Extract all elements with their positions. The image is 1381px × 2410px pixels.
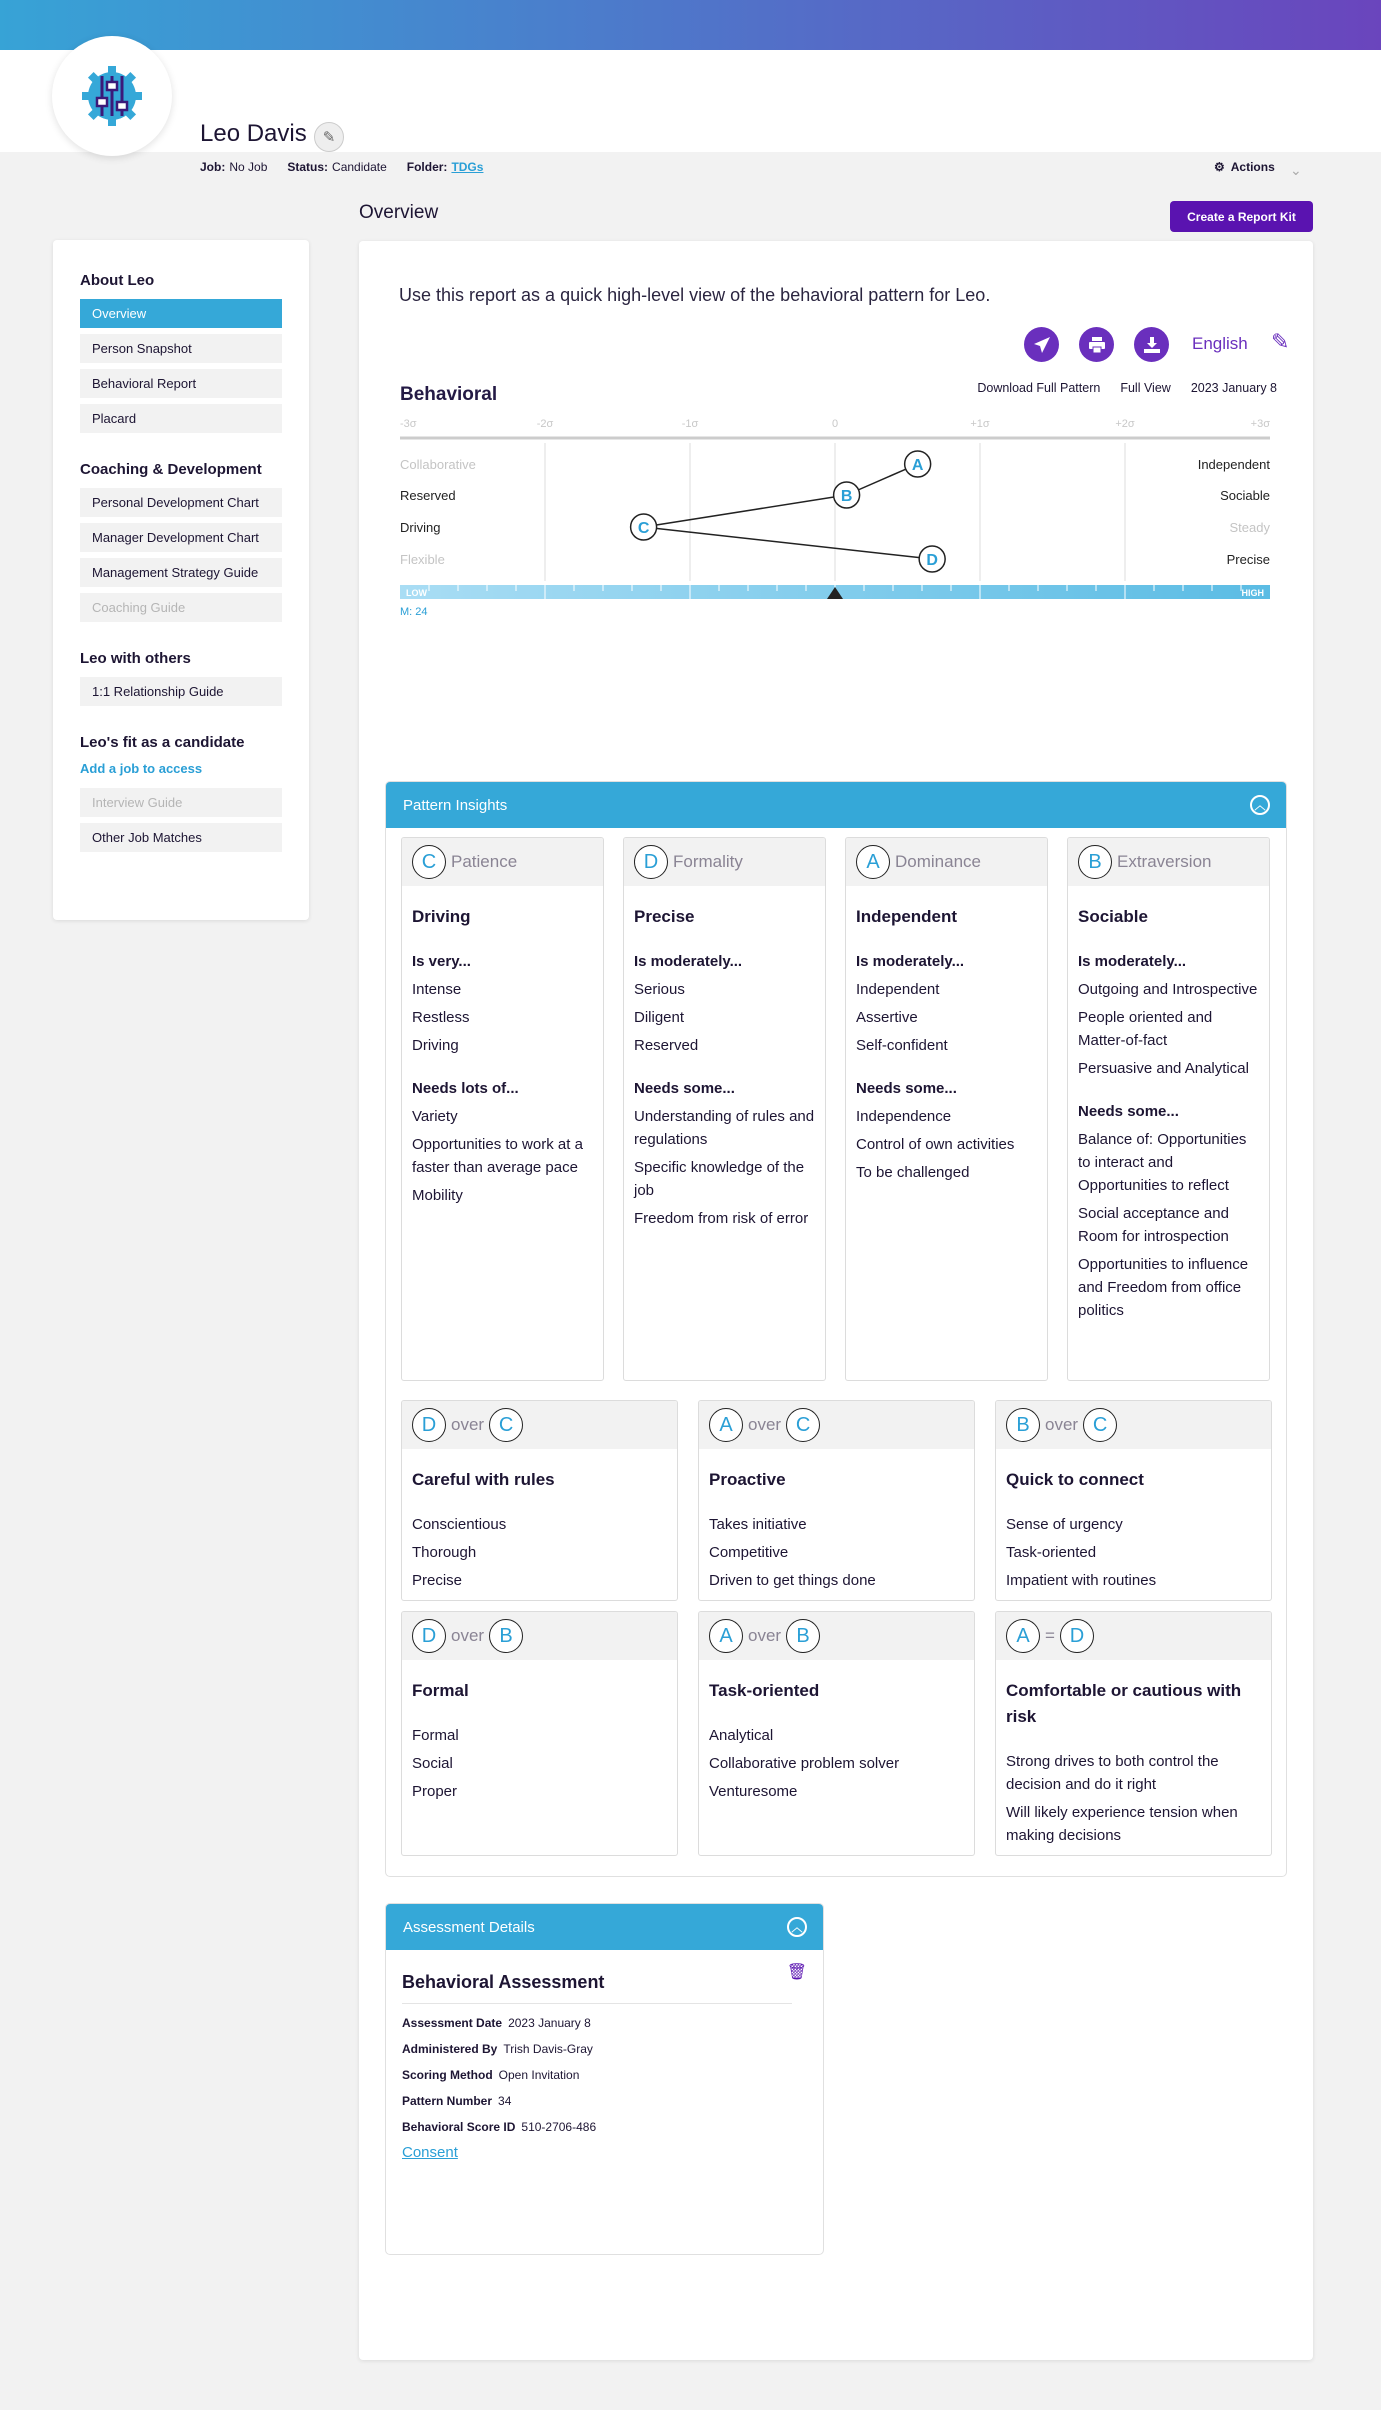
scale-low-label: LOW [406,588,427,598]
factor-letter-circle: A [709,1619,743,1653]
combo-item: Competitive [709,1544,789,1561]
factor-letter-circle: C [1083,1408,1117,1442]
chart-date: 2023 January 8 [1190,381,1277,395]
group-item: Variety [412,1108,458,1125]
sidebar-item[interactable]: Other Job Matches [80,823,282,852]
combo-item: Venturesome [709,1783,798,1800]
language-select[interactable]: English [1192,334,1248,353]
full-view-link[interactable]: Full View [1120,381,1171,395]
sidebar-section-title: Leo with others [80,650,191,667]
combo-item: Conscientious [412,1516,507,1533]
combo-card-header [699,1401,974,1449]
sidebar-item[interactable]: Person Snapshot [80,334,282,363]
factor-letter-circle: B [1078,845,1112,879]
group-title: Needs some... [634,1080,735,1097]
x-tick-label: -2σ [536,418,554,430]
factor-card [1067,837,1270,1381]
factor-heading: Independent [856,907,958,926]
sidebar-section [80,461,282,622]
sidebar-section [80,734,282,852]
assessment-label: Assessment Date [402,2016,503,2030]
combo-card [401,1400,678,1601]
combo-item: Will likely experience tension when making decisions [1006,1804,1238,1844]
profile-meta [200,160,483,174]
factor-name: Formality [673,852,743,871]
group-item: Restless [412,1009,470,1026]
combo-item: Task-oriented [1006,1544,1097,1561]
group-item: Social acceptance and Room for introspection [1078,1205,1229,1245]
assessment-value: 510-2706-486 [521,2120,597,2134]
group-item: Serious [634,981,685,998]
row-left-label: Flexible [400,552,445,567]
add-job-link[interactable]: Add a job to access [80,761,203,776]
behavioral-title: Behavioral [400,384,498,405]
group-item: Intense [412,981,462,998]
x-tick-label: +3σ [1250,418,1270,430]
factor-card-header [1068,838,1269,886]
combo-operator: = [1045,1626,1055,1645]
assessment-label: Scoring Method [402,2068,493,2082]
assessment-row [402,2120,823,2134]
combo-heading: Proactive [709,1470,786,1489]
assessment-label: Behavioral Score ID [402,2120,516,2134]
group-item: Self-confident [856,1037,948,1054]
download-full-pattern-link[interactable]: Download Full Pattern [977,381,1101,395]
x-tick-label: +2σ [1115,418,1135,430]
combo-item: Driven to get things done [709,1572,876,1589]
group-title: Is moderately... [634,953,743,970]
m-label: M: 24 [400,606,428,618]
assessment-row [402,2094,823,2108]
sidebar-section [80,272,282,433]
row-right-label: Sociable [1220,488,1270,503]
combo-card [698,1400,975,1601]
assessment-row [402,2016,823,2030]
combo-item: Analytical [709,1727,774,1744]
person-name: Leo Davis [200,120,307,147]
combo-item: Sense of urgency [1006,1516,1123,1533]
sidebar-item[interactable]: Placard [80,404,282,433]
row-left-label: Collaborative [400,457,476,472]
group-item: Reserved [634,1037,699,1054]
factor-heading: Precise [634,907,695,926]
behavioral-pattern-chart [359,411,1313,671]
group-title: Is moderately... [856,953,965,970]
factor-point-label: D [926,552,938,569]
group-item: People oriented and Matter-of-fact [1078,1009,1213,1049]
pattern-insights-header[interactable] [386,782,1286,828]
sidebar-item[interactable]: Overview [80,299,282,328]
factor-card-header [846,838,1047,886]
send-button[interactable] [1024,327,1059,362]
group-title: Needs some... [856,1080,957,1097]
sidebar-section [80,650,282,706]
factor-letter-circle: B [1006,1408,1040,1442]
combo-operator: over [748,1415,782,1434]
combo-item: Collaborative problem solver [709,1755,900,1772]
actions-label: Actions [1230,160,1275,174]
sidebar-item[interactable]: Manager Development Chart [80,523,282,552]
row-right-label: Steady [1229,520,1270,535]
pattern-line [644,495,847,527]
download-button[interactable] [1134,327,1169,362]
group-item: Opportunities to influence and Freedom from office politics [1078,1256,1249,1319]
sidebar-item[interactable]: Personal Development Chart [80,488,282,517]
group-item: To be challenged [856,1164,970,1181]
assessment-value: 2023 January 8 [508,2016,591,2030]
sidebar [53,240,309,920]
avatar [52,36,172,156]
combo-card-header [699,1612,974,1660]
gear-icon: ⚙ [1214,160,1225,174]
collapse-icon[interactable]: ︿ [1250,795,1270,815]
top-banner [0,0,1381,50]
assessment-label: Administered By [402,2042,498,2056]
row-left-label: Reserved [400,488,456,503]
assessment-name: Behavioral Assessment [402,1972,792,2004]
assessment-value: 34 [498,2094,512,2108]
page-title: Overview [359,202,439,223]
chevron-down-icon[interactable]: ⌄ [1290,162,1302,178]
combo-heading: Quick to connect [1006,1470,1144,1489]
intro-text: Use this report as a quick high-level view of the behavioral pattern for Leo. [399,285,991,305]
factor-letter-circle: D [412,1619,446,1653]
factor-letter-circle: D [1060,1619,1094,1653]
combo-item: Thorough [412,1544,477,1561]
combo-heading: Careful with rules [412,1470,555,1489]
consent-link[interactable]: Consent [402,2144,458,2161]
factor-letter-circle: C [489,1408,523,1442]
factor-name: Dominance [895,852,981,871]
factor-heading: Sociable [1078,907,1148,926]
group-item: Independent [856,981,940,998]
chart-links [977,381,1277,395]
x-tick-label: 0 [831,418,839,430]
printer-icon [1088,336,1106,354]
assessment-label: Pattern Number [402,2094,493,2108]
combo-operator: over [748,1626,782,1645]
x-tick-label: +1σ [970,418,990,430]
assessment-row [402,2042,823,2056]
combo-item: Strong drives to both control the decision and do it right [1006,1753,1219,1793]
collapse-icon[interactable]: ︿ [787,1917,807,1937]
sidebar-item[interactable]: 1:1 Relationship Guide [80,677,282,706]
combo-card-body [996,1449,1271,1601]
group-item: Diligent [634,1009,685,1026]
combo-item: Impatient with routines [1006,1572,1157,1589]
factor-card-header [624,838,825,886]
group-item: Freedom from risk of error [634,1210,809,1227]
folder-label: Folder: [406,160,448,174]
assessment-value: Trish Davis-Gray [503,2042,593,2056]
x-tick-label: -3σ [400,418,417,430]
group-item: Assertive [856,1009,918,1026]
factor-heading: Driving [412,907,471,926]
assessment-details-header[interactable] [386,1904,823,1950]
factor-card-body [402,886,603,1225]
sliders-gear-icon [80,64,144,128]
combo-operator: over [451,1626,485,1645]
group-title: Needs some... [1078,1103,1179,1120]
combo-card-body [402,1660,677,1821]
combo-item: Social [412,1755,453,1772]
status-value: Candidate [332,160,387,174]
group-item: Mobility [412,1187,463,1204]
group-item: Independence [856,1108,952,1125]
combo-card-body [699,1660,974,1821]
x-tick-label: -1σ [681,418,699,430]
factor-name: Extraversion [1117,852,1212,871]
combo-card-body [996,1660,1271,1856]
row-right-label: Independent [1197,457,1270,472]
factor-letter-circle: A [709,1408,743,1442]
combo-item: Formal [412,1727,459,1744]
pattern-line [644,527,933,559]
status-label: Status: [287,160,329,174]
group-item: Control of own activities [856,1136,1015,1153]
group-item: Driving [412,1037,459,1054]
factor-letter-circle: A [1006,1619,1040,1653]
row-right-label: Precise [1226,552,1270,567]
factor-letter-circle: B [786,1619,820,1653]
factor-point-label: B [840,488,853,505]
combo-card-header [996,1612,1271,1660]
pencil-icon: ✎ [322,129,336,146]
factor-card-header [402,838,603,886]
sidebar-section-title: About Leo [80,272,155,289]
trash-icon[interactable]: 🗑 [786,1964,807,1981]
factor-card-body [1068,886,1269,1340]
edit-name-button[interactable] [314,122,344,152]
factor-card-body [846,886,1047,1202]
sidebar-section-title: Leo's fit as a candidate [80,734,245,751]
print-button[interactable] [1079,327,1114,362]
combo-item: Takes initiative [709,1516,807,1533]
combo-item: Proper [412,1783,458,1800]
factor-name: Patience [451,852,518,871]
group-item: Balance of: Opportunities to interact and Opportunities to reflect [1078,1131,1247,1194]
create-report-kit-button[interactable]: Create a Report Kit [1170,201,1313,232]
combo-card-body [402,1449,677,1601]
combo-card-header [402,1612,677,1660]
factor-letter-circle: C [786,1408,820,1442]
factor-card-body [624,886,825,1248]
combo-card [995,1400,1272,1601]
group-item: Outgoing and Introspective [1078,981,1258,998]
combo-heading: Task-oriented [709,1681,820,1700]
combo-card [401,1611,678,1856]
sidebar-item[interactable]: Behavioral Report [80,369,282,398]
factor-point-label: A [911,457,924,474]
combo-operator: over [1045,1415,1079,1434]
scale-high-label: HIGH [1241,588,1264,598]
factor-letter-circle: B [489,1619,523,1653]
combo-card [698,1611,975,1856]
combo-card-body [699,1449,974,1601]
folder-link[interactable]: TDGs [451,160,484,174]
sidebar-section-title: Coaching & Development [80,461,262,478]
combo-operator: over [451,1415,485,1434]
group-item: Opportunities to work at a faster than average pace [412,1136,583,1176]
main-content [359,241,1313,2360]
edit-pencil-icon[interactable]: ✎ [1271,329,1290,354]
combo-card-header [996,1401,1271,1449]
assessment-value: Open Invitation [498,2068,580,2082]
factor-card [401,837,604,1381]
profile-header [0,50,1381,178]
sidebar-item[interactable]: Management Strategy Guide [80,558,282,587]
assessment-row [402,2068,823,2082]
factor-letter-circle: C [412,845,446,879]
group-item: Specific knowledge of the job [634,1159,805,1199]
sidebar-item[interactable]: Interview Guide [80,788,282,817]
factor-letter-circle: A [856,845,890,879]
job-label: Job: [200,160,226,174]
job-value: No Job [229,160,268,174]
group-title: Is very... [412,953,471,970]
group-item: Understanding of rules and regulations [634,1108,815,1148]
pattern-insights-panel [385,781,1287,1877]
group-title: Needs lots of... [412,1080,519,1097]
factor-letter-circle: D [634,845,668,879]
assessment-details-title: Assessment Details [403,1918,535,1936]
actions-menu[interactable] [1214,160,1275,174]
group-item: Persuasive and Analytical [1078,1060,1249,1077]
download-icon [1143,336,1161,354]
factor-card [623,837,826,1381]
combo-heading: Formal [412,1681,469,1700]
row-left-label: Driving [400,520,441,535]
paper-plane-icon [1033,336,1051,354]
factor-card [845,837,1048,1381]
combo-card-header [402,1401,677,1449]
assessment-details-panel [385,1903,824,2255]
combo-heading: Comfortable or cautious with risk [1006,1681,1242,1726]
combo-item: Precise [412,1572,463,1589]
pattern-insights-title: Pattern Insights [403,796,508,814]
group-title: Is moderately... [1078,953,1187,970]
factor-point-label: C [637,520,650,537]
sidebar-item[interactable]: Coaching Guide [80,593,282,622]
combo-card [995,1611,1272,1856]
factor-letter-circle: D [412,1408,446,1442]
